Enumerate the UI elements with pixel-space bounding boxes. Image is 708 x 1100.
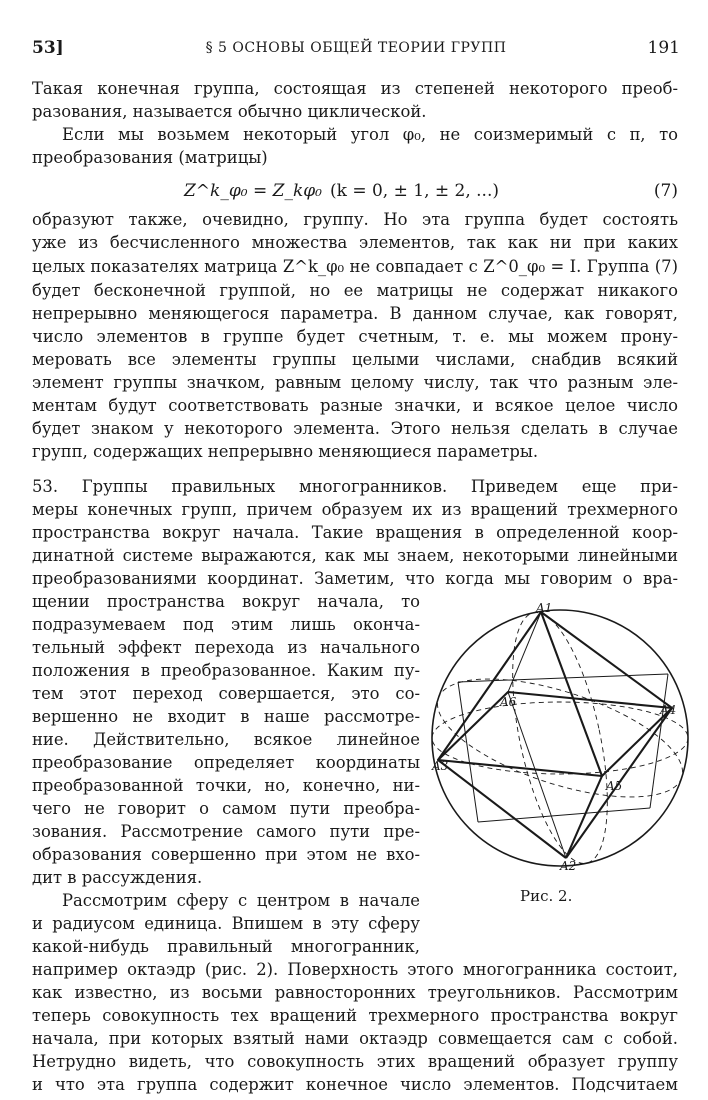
- text-line: преобразования (матрицы): [32, 148, 268, 167]
- text-line: меровать все элементы группы целыми числами, снабдив всякий: [32, 350, 678, 369]
- text-line: образования совершенно при этом не вхо-: [32, 845, 420, 864]
- text-line: преобразованной точки, но, конечно, ни-: [32, 776, 420, 795]
- text-line: Такая конечная группа, состоящая из степеней некоторого преоб-: [32, 79, 678, 98]
- octahedron-figure: [424, 600, 696, 876]
- text-line: зования. Рассмотрение самого пути пре-: [32, 822, 420, 841]
- text-line: положения в преобразованное. Каким пу-: [32, 661, 420, 680]
- text-line: будет бесконечной группой, но ее матрицы не содержат никакого: [32, 281, 678, 300]
- vertex-label-a5: A5: [606, 779, 623, 793]
- text-line: и что эта группа содержит конечное число элементов. Подсчитаем: [32, 1075, 678, 1094]
- equation-range: (k = 0, ± 1, ± 2, ...): [330, 181, 499, 201]
- text-line: преобразованиями координат. Заметим, что когда мы говорим о вра-: [32, 569, 678, 588]
- vertex-label-a4: A4: [660, 703, 677, 717]
- text-line: разования, называется обычно циклической.: [32, 102, 427, 121]
- vertex-label-a2: A2: [560, 859, 577, 873]
- text-line: щении пространства вокруг начала, то: [32, 592, 420, 611]
- octahedron-hidden-edges: [458, 612, 668, 858]
- text-line: Нетрудно видеть, что совокупность этих вращений образует группу: [32, 1052, 678, 1071]
- page-number: 191: [647, 38, 680, 58]
- great-circles: [424, 604, 696, 871]
- text-line: будет знаком у некоторого элемента. Этого нельзя сделать в случае: [32, 419, 678, 438]
- octahedron-edges: [438, 612, 672, 858]
- text-line: Рассмотрим сферу с центром в начале: [62, 891, 420, 910]
- text-line: образуют также, очевидно, группу. Но эта группа будет состоять: [32, 210, 678, 229]
- text-line: тельный эффект перехода из начального: [32, 638, 420, 657]
- text-line: ментам будут соответствовать разные значки, и всякое целое число: [32, 396, 678, 415]
- text-line: преобразование определяет координаты: [32, 753, 420, 772]
- text-line: динатной системе выражаются, как мы знаем, некоторыми линейными: [32, 546, 678, 565]
- text-line: подразумеваем под этим лишь оконча-: [32, 615, 420, 634]
- text-line: целых показателях матрица Z^k_φ₀ не совпадает с Z^0_φ₀ = I. Группа (7): [32, 257, 678, 276]
- text-line: непрерывно меняющегося параметра. В данном случае, как говорят,: [32, 304, 678, 323]
- text-line: например октаэдр (рис. 2). Поверхность этого многогранника состоит,: [32, 960, 678, 979]
- text-line: меры конечных групп, причем образуем их из вращений трехмерного: [32, 500, 678, 519]
- page-header: [32, 38, 680, 64]
- text-line: Если мы возьмем некоторый угол φ₀, не соизмеримый с π, то: [62, 125, 678, 144]
- running-title: § 5 ОСНОВЫ ОБЩЕЙ ТЕОРИИ ГРУПП: [205, 40, 507, 56]
- text-line: групп, содержащих непрерывно меняющиеся параметры.: [32, 442, 539, 461]
- text-line: начала, при которых взятый нами октаэдр совмещается сам с собой.: [32, 1029, 678, 1048]
- figure-caption: Рис. 2.: [520, 887, 573, 905]
- equation-number: (7): [653, 181, 678, 201]
- vertex-label-a6: A6: [500, 695, 517, 709]
- text-line: число элементов в группе будет счетным, т. е. мы можем прону-: [32, 327, 678, 346]
- text-line: пространства вокруг начала. Такие вращения в определенной коор-: [32, 523, 678, 542]
- text-line: теперь совокупность тех вращений трехмерного пространства вокруг: [32, 1006, 678, 1025]
- text-line: какой-нибудь правильный многогранник,: [32, 937, 420, 956]
- equation-7: [32, 176, 678, 206]
- text-line: как известно, из восьми равносторонних треугольников. Рассмотрим: [32, 983, 678, 1002]
- equation-formula: Z^k_φ₀ = Z_kφ₀: [184, 181, 322, 201]
- text-line: ние. Действительно, всякое линейное: [32, 730, 420, 749]
- text-line: дит в рассуждения.: [32, 868, 203, 887]
- section-heading-line: 53. Группы правильных многогранников. Приведем еще при-: [32, 477, 678, 496]
- text-line: и радиусом единица. Впишем в эту сферу: [32, 914, 420, 933]
- text-line: элемент группы значком, равным целому числу, так что разным эле-: [32, 373, 678, 392]
- vertex-label-a3: A3: [432, 759, 449, 773]
- vertex-label-a1: A1: [536, 601, 553, 615]
- section-number: 53]: [32, 38, 64, 58]
- text-line: тем этот переход совершается, это со-: [32, 684, 420, 703]
- text-line: уже из бесчисленного множества элементов, так как ни при каких: [32, 233, 678, 252]
- text-line: чего не говорит о самом пути преобра-: [32, 799, 420, 818]
- text-line: вершенно не входит в наше рассмотре-: [32, 707, 420, 726]
